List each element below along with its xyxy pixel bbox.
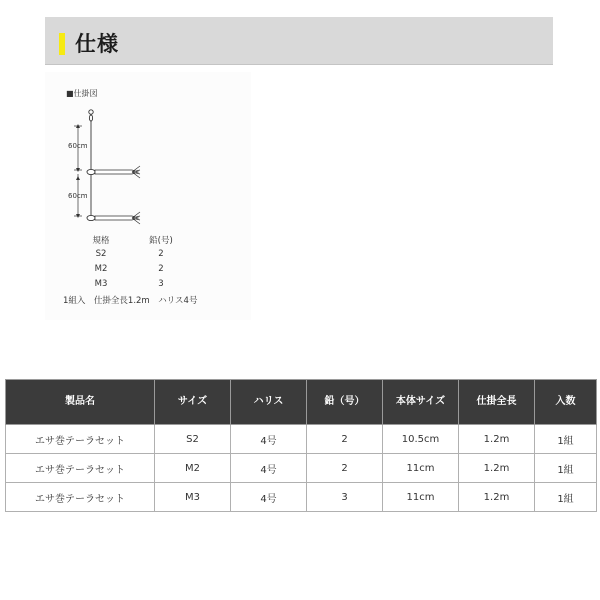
rig-diagram [60, 100, 170, 230]
lure-upper-body [95, 170, 138, 174]
table-row [6, 454, 597, 483]
cell-product: エサ巻テーラセット [6, 483, 155, 512]
cell-product: エサ巻テーラセット [6, 425, 155, 454]
section-title: 仕様 [75, 32, 119, 56]
spec-table [5, 379, 597, 512]
cell-quantity: 1組 [535, 454, 597, 483]
col-header-weight: 鉛（号） [307, 380, 383, 425]
cell-product: エサ巻テーラセット [6, 454, 155, 483]
cell-size: M3 [155, 483, 231, 512]
cell-weight: 2 [307, 454, 383, 483]
lure-upper-head [87, 169, 95, 174]
accent-bar [59, 33, 65, 55]
length-upper-label: 60cm [68, 142, 88, 150]
list-size: M3 [94, 279, 108, 289]
list-header-row [72, 234, 192, 249]
cell-body-size: 10.5cm [383, 425, 459, 454]
list-header-weight: 鉛(号) [149, 236, 173, 246]
list-item [72, 249, 192, 264]
col-header-size: サイズ [155, 380, 231, 425]
col-header-quantity: 入数 [535, 380, 597, 425]
size-weight-list [72, 234, 192, 294]
col-header-total-length: 仕掛全長 [459, 380, 535, 425]
cell-body-size: 11cm [383, 483, 459, 512]
col-header-body-size: 本体サイズ [383, 380, 459, 425]
list-size: S2 [95, 249, 107, 259]
lure-lower-body [95, 216, 138, 220]
col-header-leader: ハリス [231, 380, 307, 425]
table-row [6, 425, 597, 454]
cell-body-size: 11cm [383, 454, 459, 483]
cell-quantity: 1組 [535, 425, 597, 454]
cell-quantity: 1組 [535, 483, 597, 512]
list-weight: 2 [158, 249, 164, 259]
cell-leader: 4号 [231, 425, 307, 454]
table-header-row [6, 380, 597, 425]
list-weight: 3 [158, 279, 164, 289]
col-header-product: 製品名 [6, 380, 155, 425]
list-weight: 2 [158, 264, 164, 274]
cell-total-length: 1.2m [459, 454, 535, 483]
swivel-top-ring [89, 110, 93, 114]
cell-leader: 4号 [231, 454, 307, 483]
cell-total-length: 1.2m [459, 425, 535, 454]
cell-size: S2 [155, 425, 231, 454]
list-size: M2 [94, 264, 108, 274]
cell-weight: 3 [307, 483, 383, 512]
lure-lower-head [87, 215, 95, 220]
list-item [72, 264, 192, 279]
list-item [72, 279, 192, 294]
list-header-size: 規格 [92, 236, 110, 246]
package-note: 1組入 仕掛全長1.2m ハリス4号 [63, 296, 198, 306]
diagram-heading: ■仕掛図 [66, 89, 98, 98]
swivel-body [89, 115, 92, 121]
length-lower-label: 60cm [68, 192, 88, 200]
cell-total-length: 1.2m [459, 483, 535, 512]
cell-size: M2 [155, 454, 231, 483]
cell-leader: 4号 [231, 483, 307, 512]
section-header [45, 17, 553, 65]
cell-weight: 2 [307, 425, 383, 454]
table-row [6, 483, 597, 512]
